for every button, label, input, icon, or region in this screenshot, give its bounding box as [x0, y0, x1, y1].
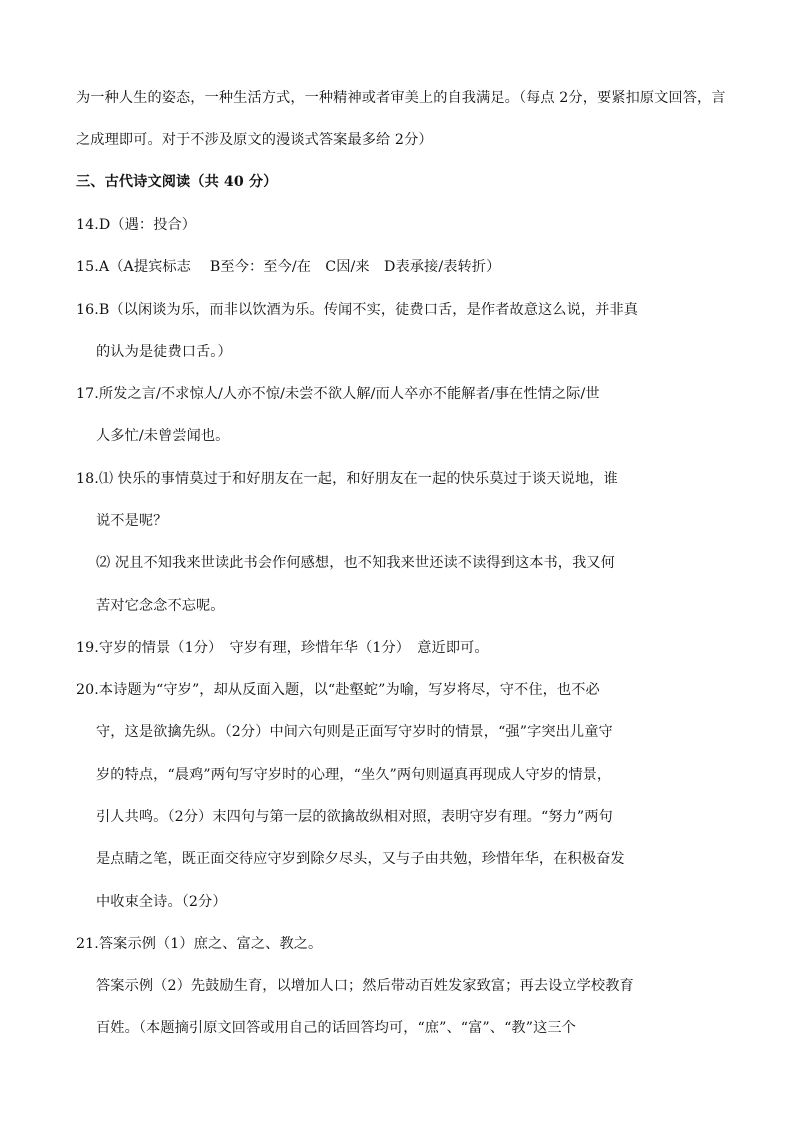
- answer-18-1: 18.⑴ 快乐的事情莫过于和好朋友在一起，和好朋友在一起的快乐莫过于谈天说地，谁: [76, 471, 618, 487]
- answer-20-cont-2: 岁的特点，“晨鸡”两句写守岁时的心理，“坐久”两句则逼真再现成人守岁的情景，: [96, 767, 612, 783]
- answer-17-cont: 人多忙/未曾尝闻也。: [96, 428, 230, 444]
- answer-18-2-cont: 苦对它念念不忘呢。: [96, 598, 225, 614]
- answer-16: 16.B（以闲谈为乐，而非以饮酒为乐。传闻不实，徒费口舌，是作者故意这么说，并非真: [76, 302, 639, 318]
- answer-15: 15.A（A提宾标志 B至今：至今/在 C因/来 D表承接/表转折）: [76, 259, 501, 275]
- answer-19: 19.守岁的情景（1分） 守岁有理，珍惜年华（1分） 意近即可。: [76, 640, 489, 656]
- answer-17: 17.所发之言/不求惊人/人亦不惊/未尝不欲人解/而人卒亦不能解者/事在性情之际/世: [76, 386, 600, 402]
- answer-18-1-cont: 说不是呢？: [96, 513, 168, 529]
- answer-21: 21.答案示例（1）庶之、富之、教之。: [76, 936, 323, 952]
- answer-20-cont-5: 中收束全诗。（2分）: [96, 894, 227, 910]
- answer-20: 20.本诗题为“守岁”，却从反面入题，以“赴壑蛇”为喻，写岁将尽，守不住，也不必: [76, 682, 600, 698]
- answer-14: 14.D（遇：投合）: [76, 217, 197, 233]
- text-line-2: 之成理即可。对于不涉及原文的漫谈式答案最多给 2分）: [76, 132, 433, 148]
- answer-16-cont: 的认为是徒费口舌。）: [96, 344, 232, 360]
- text-line-1: 为一种人生的姿态，一种生活方式，一种精神或者审美上的自我满足。（每点 2分，要紧扣原文回答，言: [76, 90, 726, 106]
- answer-20-cont-1: 守，这是欲擒先纵。（2分）中间六句则是正面写守岁时的情景，“强”字突出儿童守: [96, 724, 613, 740]
- answer-21-example-2-cont: 百姓。（本题摘引原文回答或用自己的话回答均可，“庶”、“富”、“教”这三个: [96, 1020, 576, 1036]
- section-heading: 三、古代诗文阅读（共 40 分）: [76, 174, 278, 190]
- answer-18-2: ⑵ 况且不知我来世读此书会作何感想，也不知我来世还读不读得到这本书，我又何: [96, 555, 615, 571]
- answer-21-example-2: 答案示例（2）先鼓励生育，以增加人口；然后带动百姓发家致富；再去设立学校教育: [96, 978, 634, 994]
- answer-20-cont-3: 引人共鸣。（2分）末四句与第一层的欲擒故纵相对照，表明守岁有理。“努力”两句: [96, 809, 613, 825]
- answer-20-cont-4: 是点睛之笔，既正面交待应守岁到除夕尽头，又与子由共勉，珍惜年华，在积极奋发: [96, 851, 625, 867]
